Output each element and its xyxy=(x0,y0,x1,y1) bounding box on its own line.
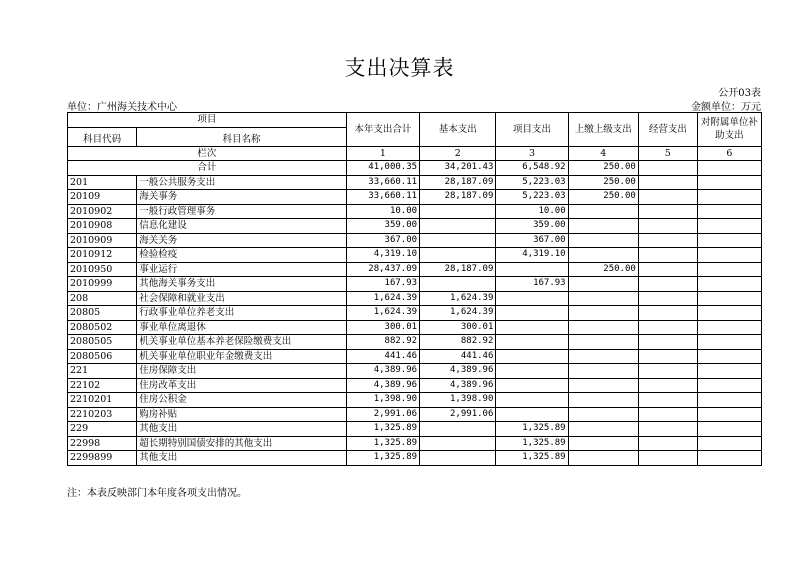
amount-cell xyxy=(697,248,761,263)
footnote: 注：本表反映部门本年度各项支出情况。 xyxy=(67,488,247,499)
amount-cell xyxy=(568,378,638,393)
header-col-3: 项目支出 xyxy=(496,113,568,147)
table-row xyxy=(68,262,762,277)
amount-cell: 28,187.09 xyxy=(420,262,496,277)
amount-cell: 4,319.10 xyxy=(346,248,419,263)
money-unit: 金额单位：万元 xyxy=(691,102,761,113)
amount-cell xyxy=(638,204,697,219)
subject-code: 2299899 xyxy=(68,451,137,466)
table-row xyxy=(68,436,762,451)
amount-cell xyxy=(638,291,697,306)
amount-cell: 882.92 xyxy=(420,335,496,350)
table-row xyxy=(68,306,762,321)
total-value: 41,000.35 xyxy=(346,161,419,176)
subject-code: 22102 xyxy=(68,378,137,393)
amount-cell xyxy=(420,451,496,466)
amount-cell: 359.00 xyxy=(496,219,568,234)
unit-name: 单位：广州海关技术中心 xyxy=(67,102,177,113)
amount-cell: 167.93 xyxy=(496,277,568,292)
amount-cell: 1,624.39 xyxy=(346,306,419,321)
subject-name: 行政事业单位养老支出 xyxy=(137,306,347,321)
table-row xyxy=(68,407,762,422)
total-value: 34,201.43 xyxy=(420,161,496,176)
amount-cell xyxy=(697,378,761,393)
amount-cell xyxy=(568,349,638,364)
amount-cell xyxy=(496,262,568,277)
subject-code: 229 xyxy=(68,422,137,437)
amount-cell xyxy=(496,349,568,364)
amount-cell: 33,660.11 xyxy=(346,175,419,190)
amount-cell: 1,325.89 xyxy=(346,451,419,466)
amount-cell xyxy=(638,175,697,190)
total-value: 250.00 xyxy=(568,161,638,176)
amount-cell: 250.00 xyxy=(568,262,638,277)
subject-code: 20109 xyxy=(68,190,137,205)
subject-name: 事业运行 xyxy=(137,262,347,277)
amount-cell xyxy=(568,436,638,451)
amount-cell xyxy=(568,320,638,335)
amount-cell xyxy=(697,175,761,190)
subject-name: 其他海关事务支出 xyxy=(137,277,347,292)
subject-name: 海关关务 xyxy=(137,233,347,248)
amount-cell xyxy=(638,451,697,466)
amount-cell xyxy=(420,277,496,292)
table-row xyxy=(68,320,762,335)
subject-code: 221 xyxy=(68,364,137,379)
table-row xyxy=(68,349,762,364)
amount-cell: 28,437.09 xyxy=(346,262,419,277)
amount-cell xyxy=(697,291,761,306)
amount-cell xyxy=(638,190,697,205)
amount-cell: 10.00 xyxy=(496,204,568,219)
amount-cell: 441.46 xyxy=(346,349,419,364)
amount-cell xyxy=(420,233,496,248)
subject-code: 201 xyxy=(68,175,137,190)
subject-name: 一般公共服务支出 xyxy=(137,175,347,190)
amount-cell xyxy=(697,422,761,437)
total-label: 合计 xyxy=(68,161,347,176)
amount-cell: 1,325.89 xyxy=(496,451,568,466)
index-num: 3 xyxy=(496,146,568,161)
amount-cell xyxy=(697,364,761,379)
subject-name: 社会保障和就业支出 xyxy=(137,291,347,306)
amount-cell: 1,398.90 xyxy=(346,393,419,408)
amount-cell xyxy=(697,306,761,321)
amount-cell xyxy=(568,248,638,263)
amount-cell: 167.93 xyxy=(346,277,419,292)
amount-cell xyxy=(568,364,638,379)
amount-cell: 250.00 xyxy=(568,190,638,205)
amount-cell: 367.00 xyxy=(496,233,568,248)
amount-cell xyxy=(420,204,496,219)
header-col-1: 本年支出合计 xyxy=(346,113,419,147)
subject-name: 住房保障支出 xyxy=(137,364,347,379)
index-num: 6 xyxy=(697,146,761,161)
amount-cell xyxy=(568,204,638,219)
table-body xyxy=(68,146,762,465)
subject-name: 机关事业单位职业年金缴费支出 xyxy=(137,349,347,364)
subject-code: 2010999 xyxy=(68,277,137,292)
amount-cell xyxy=(420,436,496,451)
amount-cell: 1,325.89 xyxy=(346,436,419,451)
amount-cell xyxy=(496,320,568,335)
amount-cell xyxy=(568,451,638,466)
index-num: 5 xyxy=(638,146,697,161)
table-row xyxy=(68,233,762,248)
total-value xyxy=(697,161,761,176)
report-title: 支出决算表 xyxy=(344,56,455,80)
total-row xyxy=(68,161,762,176)
amount-cell xyxy=(697,262,761,277)
amount-cell: 4,389.96 xyxy=(420,378,496,393)
amount-cell xyxy=(638,407,697,422)
amount-cell xyxy=(638,248,697,263)
header-code: 科目代码 xyxy=(68,127,137,146)
amount-cell: 1,624.39 xyxy=(420,291,496,306)
amount-cell xyxy=(638,364,697,379)
amount-cell xyxy=(420,422,496,437)
amount-cell xyxy=(697,335,761,350)
amount-cell xyxy=(697,233,761,248)
amount-cell xyxy=(568,277,638,292)
subject-code: 2010909 xyxy=(68,233,137,248)
amount-cell xyxy=(496,335,568,350)
amount-cell xyxy=(697,393,761,408)
amount-cell xyxy=(697,451,761,466)
subject-name: 机关事业单位基本养老保险缴费支出 xyxy=(137,335,347,350)
header-col-4: 上缴上级支出 xyxy=(568,113,638,147)
header-col-2: 基本支出 xyxy=(420,113,496,147)
amount-cell xyxy=(496,306,568,321)
index-num: 1 xyxy=(346,146,419,161)
table-row xyxy=(68,451,762,466)
amount-cell: 1,325.89 xyxy=(346,422,419,437)
amount-cell xyxy=(638,320,697,335)
index-label: 栏次 xyxy=(68,146,347,161)
table-row xyxy=(68,219,762,234)
subject-code: 20805 xyxy=(68,306,137,321)
subject-name: 住房公积金 xyxy=(137,393,347,408)
subject-name: 超长期特别国债安排的其他支出 xyxy=(137,436,347,451)
amount-cell xyxy=(697,219,761,234)
subject-name: 其他支出 xyxy=(137,451,347,466)
amount-cell xyxy=(638,349,697,364)
table-row xyxy=(68,335,762,350)
total-value xyxy=(638,161,697,176)
amount-cell xyxy=(638,393,697,408)
subject-name: 住房改革支出 xyxy=(137,378,347,393)
amount-cell: 250.00 xyxy=(568,175,638,190)
amount-cell xyxy=(638,219,697,234)
table-row xyxy=(68,291,762,306)
subject-name: 检验检疫 xyxy=(137,248,347,263)
subject-code: 2210203 xyxy=(68,407,137,422)
amount-cell: 4,319.10 xyxy=(496,248,568,263)
amount-cell xyxy=(638,422,697,437)
amount-cell: 882.92 xyxy=(346,335,419,350)
header-item: 项目 xyxy=(68,113,347,128)
amount-cell xyxy=(420,219,496,234)
amount-cell: 5,223.03 xyxy=(496,175,568,190)
amount-cell: 1,624.39 xyxy=(420,306,496,321)
amount-cell: 359.00 xyxy=(346,219,419,234)
index-num: 4 xyxy=(568,146,638,161)
amount-cell: 441.46 xyxy=(420,349,496,364)
table-row xyxy=(68,378,762,393)
subject-name: 海关事务 xyxy=(137,190,347,205)
header-name: 科目名称 xyxy=(137,127,347,146)
subject-name: 一般行政管理事务 xyxy=(137,204,347,219)
table-row xyxy=(68,248,762,263)
amount-cell xyxy=(568,291,638,306)
subject-code: 22998 xyxy=(68,436,137,451)
index-num: 2 xyxy=(420,146,496,161)
amount-cell: 300.01 xyxy=(420,320,496,335)
amount-cell xyxy=(420,248,496,263)
amount-cell: 1,398.90 xyxy=(420,393,496,408)
amount-cell xyxy=(697,190,761,205)
table-row xyxy=(68,175,762,190)
amount-cell xyxy=(568,393,638,408)
subject-name: 信息化建设 xyxy=(137,219,347,234)
amount-cell xyxy=(638,335,697,350)
total-value: 6,548.92 xyxy=(496,161,568,176)
amount-cell: 28,187.09 xyxy=(420,175,496,190)
subject-code: 2080502 xyxy=(68,320,137,335)
amount-cell: 28,187.09 xyxy=(420,190,496,205)
amount-cell xyxy=(496,407,568,422)
table-row xyxy=(68,393,762,408)
table-row xyxy=(68,422,762,437)
header-col-6: 对附属单位补助支出 xyxy=(697,113,761,147)
table-row xyxy=(68,277,762,292)
table-row xyxy=(68,190,762,205)
amount-cell xyxy=(496,393,568,408)
amount-cell xyxy=(568,219,638,234)
amount-cell: 367.00 xyxy=(346,233,419,248)
subject-name: 其他支出 xyxy=(137,422,347,437)
table-row xyxy=(68,204,762,219)
amount-cell: 33,660.11 xyxy=(346,190,419,205)
amount-cell xyxy=(496,378,568,393)
amount-cell xyxy=(496,291,568,306)
amount-cell xyxy=(568,306,638,321)
table-row xyxy=(68,364,762,379)
amount-cell xyxy=(638,378,697,393)
amount-cell: 300.01 xyxy=(346,320,419,335)
amount-cell: 2,991.06 xyxy=(346,407,419,422)
amount-cell xyxy=(697,407,761,422)
amount-cell: 4,389.96 xyxy=(346,364,419,379)
amount-cell xyxy=(568,335,638,350)
form-code: 公开03表 xyxy=(718,88,761,99)
amount-cell: 2,991.06 xyxy=(420,407,496,422)
subject-name: 事业单位离退休 xyxy=(137,320,347,335)
subject-code: 2010902 xyxy=(68,204,137,219)
amount-cell xyxy=(638,306,697,321)
amount-cell: 1,624.39 xyxy=(346,291,419,306)
amount-cell: 4,389.96 xyxy=(346,378,419,393)
amount-cell xyxy=(638,277,697,292)
header-col-5: 经营支出 xyxy=(638,113,697,147)
amount-cell xyxy=(697,320,761,335)
amount-cell xyxy=(568,422,638,437)
amount-cell xyxy=(697,204,761,219)
amount-cell: 4,389.96 xyxy=(420,364,496,379)
amount-cell xyxy=(568,407,638,422)
amount-cell: 5,223.03 xyxy=(496,190,568,205)
amount-cell xyxy=(697,277,761,292)
amount-cell xyxy=(638,436,697,451)
subject-name: 购房补贴 xyxy=(137,407,347,422)
amount-cell: 1,325.89 xyxy=(496,436,568,451)
index-row xyxy=(68,146,762,161)
amount-cell xyxy=(568,233,638,248)
amount-cell xyxy=(496,364,568,379)
subject-code: 2010908 xyxy=(68,219,137,234)
amount-cell: 1,325.89 xyxy=(496,422,568,437)
amount-cell: 10.00 xyxy=(346,204,419,219)
subject-code: 2080506 xyxy=(68,349,137,364)
subject-code: 2080505 xyxy=(68,335,137,350)
expenditure-table xyxy=(67,112,762,466)
amount-cell xyxy=(638,233,697,248)
amount-cell xyxy=(697,436,761,451)
amount-cell xyxy=(638,262,697,277)
subject-code: 208 xyxy=(68,291,137,306)
amount-cell xyxy=(697,349,761,364)
subject-code: 2010912 xyxy=(68,248,137,263)
subject-code: 2010950 xyxy=(68,262,137,277)
subject-code: 2210201 xyxy=(68,393,137,408)
